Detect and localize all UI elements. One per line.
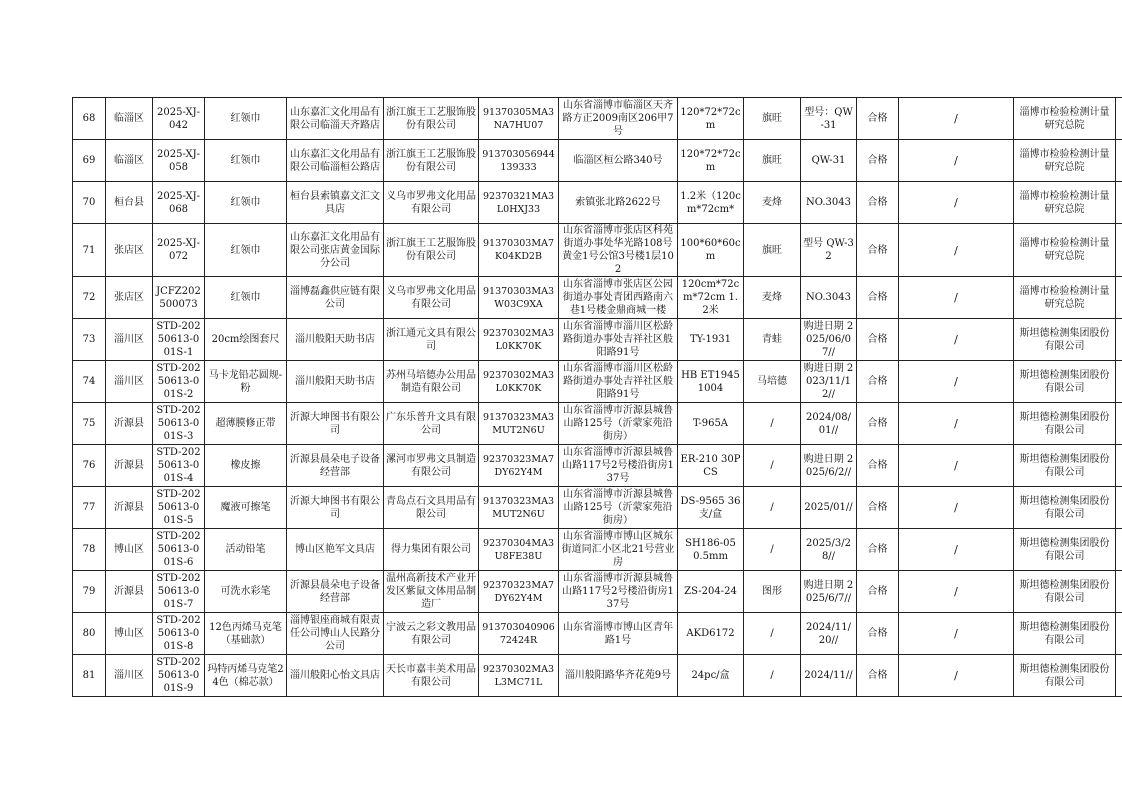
cell-address: 山东省淄博市博山区城东街道同汇小区北21号营业房 xyxy=(559,529,678,571)
cell-sample-no: STD-20250613-001S-4 xyxy=(153,445,205,487)
cell-spec: 24pc/盒 xyxy=(678,655,744,697)
cell-district: 淄川区 xyxy=(106,319,153,361)
cell-batch: 型号 QW-32 xyxy=(801,224,857,277)
cell-no: 80 xyxy=(73,613,106,655)
cell-address: 山东省淄博市临淄区天齐路方正2009南区206甲7号 xyxy=(559,98,678,140)
cell-issue: / xyxy=(899,529,1014,571)
cell-result: 合格 xyxy=(857,361,899,403)
cell-district: 张店区 xyxy=(106,277,153,319)
cell-brand: / xyxy=(744,655,801,697)
cell-product: 橡皮擦 xyxy=(205,445,287,487)
cell-seller: 淄川般阳天助书店 xyxy=(287,361,384,403)
cell-product: 12色丙烯马克笔（基础款） xyxy=(205,613,287,655)
cell-agency: 淄博市检验检测计量研究总院 xyxy=(1014,182,1116,224)
cell-credit-code: 92370321MA3L0HXJ33 xyxy=(479,182,559,224)
cell-product: 可洗水彩笔 xyxy=(205,571,287,613)
cell-sample-no: 2025-XJ-042 xyxy=(153,98,205,140)
cell-manufacturer: 义乌市罗弗文化用品有限公司 xyxy=(384,277,479,319)
cell-spec: HB ET19451004 xyxy=(678,361,744,403)
table-row xyxy=(73,529,1122,571)
cell-credit-code: 92370323MA7DY62Y4M xyxy=(479,571,559,613)
table-row xyxy=(73,445,1122,487)
table-row xyxy=(73,140,1122,182)
cell-sample-no: STD-20250613-001S-7 xyxy=(153,571,205,613)
cell-blank xyxy=(1116,529,1122,571)
cell-product: 红领巾 xyxy=(205,98,287,140)
cell-batch: 购进日期 2025/6/2// xyxy=(801,445,857,487)
cell-brand: 图形 xyxy=(744,571,801,613)
cell-blank xyxy=(1116,361,1122,403)
cell-product: 活动铅笔 xyxy=(205,529,287,571)
cell-blank xyxy=(1116,403,1122,445)
cell-spec: T-965A xyxy=(678,403,744,445)
cell-brand: / xyxy=(744,487,801,529)
cell-seller: 沂源县晨朵电子设备经营部 xyxy=(287,571,384,613)
cell-address: 山东省淄博市沂源县城鲁山路125号（沂蒙家苑沿街房） xyxy=(559,487,678,529)
cell-credit-code: 91370304090672424R xyxy=(479,613,559,655)
cell-sample-no: JCFZ202500073 xyxy=(153,277,205,319)
cell-no: 71 xyxy=(73,224,106,277)
table-row xyxy=(73,182,1122,224)
cell-issue: / xyxy=(899,613,1014,655)
cell-product: 马卡龙铅芯圆规-粉 xyxy=(205,361,287,403)
table-row xyxy=(73,403,1122,445)
cell-spec: 100*60*60cm xyxy=(678,224,744,277)
cell-no: 75 xyxy=(73,403,106,445)
cell-result: 合格 xyxy=(857,277,899,319)
cell-brand: 麦烽 xyxy=(744,277,801,319)
table-row xyxy=(73,361,1122,403)
cell-address: 山东省淄博市张店区科苑街道办事处华光路108号黄金1号公馆3号楼1层102 xyxy=(559,224,678,277)
cell-brand: 青蛙 xyxy=(744,319,801,361)
cell-agency: 斯坦德检测集团股份有限公司 xyxy=(1014,487,1116,529)
cell-brand: 麦烽 xyxy=(744,182,801,224)
cell-seller: 淄川般阳天助书店 xyxy=(287,319,384,361)
cell-manufacturer: 浙江旗王工艺服饰股份有限公司 xyxy=(384,224,479,277)
cell-issue: / xyxy=(899,277,1014,319)
cell-seller: 淄博磊鑫供应链有限公司 xyxy=(287,277,384,319)
cell-blank xyxy=(1116,224,1122,277)
cell-manufacturer: 浙江旗王工艺服饰股份有限公司 xyxy=(384,98,479,140)
cell-manufacturer: 义乌市罗弗文化用品有限公司 xyxy=(384,182,479,224)
cell-spec: TY-1931 xyxy=(678,319,744,361)
cell-address: 临淄区桓公路340号 xyxy=(559,140,678,182)
cell-sample-no: 2025-XJ-068 xyxy=(153,182,205,224)
cell-sample-no: STD-20250613-001S-2 xyxy=(153,361,205,403)
cell-no: 68 xyxy=(73,98,106,140)
cell-blank xyxy=(1116,319,1122,361)
cell-sample-no: STD-20250613-001S-3 xyxy=(153,403,205,445)
cell-spec: 120cm*72cm*72cm 1.2米 xyxy=(678,277,744,319)
cell-issue: / xyxy=(899,361,1014,403)
cell-no: 78 xyxy=(73,529,106,571)
cell-product: 红领巾 xyxy=(205,277,287,319)
cell-no: 76 xyxy=(73,445,106,487)
cell-sample-no: STD-20250613-001S-1 xyxy=(153,319,205,361)
cell-no: 73 xyxy=(73,319,106,361)
cell-credit-code: 91370323MA3MUT2N6U xyxy=(479,487,559,529)
cell-manufacturer: 宁波云之彩文教用品有限公司 xyxy=(384,613,479,655)
table-row xyxy=(73,655,1122,697)
cell-sample-no: 2025-XJ-058 xyxy=(153,140,205,182)
cell-manufacturer: 浙江旗王工艺服饰股份有限公司 xyxy=(384,140,479,182)
cell-credit-code: 91370303MA7K04KD2B xyxy=(479,224,559,277)
cell-result: 合格 xyxy=(857,224,899,277)
cell-district: 博山区 xyxy=(106,529,153,571)
cell-agency: 斯坦德检测集团股份有限公司 xyxy=(1014,529,1116,571)
cell-address: 索镇张北路2622号 xyxy=(559,182,678,224)
table-row xyxy=(73,571,1122,613)
cell-manufacturer: 漯河市罗弗文具制造有限公司 xyxy=(384,445,479,487)
cell-sample-no: STD-20250613-001S-9 xyxy=(153,655,205,697)
cell-sample-no: STD-20250613-001S-8 xyxy=(153,613,205,655)
table-row xyxy=(73,319,1122,361)
cell-sample-no: 2025-XJ-072 xyxy=(153,224,205,277)
cell-sample-no: STD-20250613-001S-6 xyxy=(153,529,205,571)
cell-district: 博山区 xyxy=(106,613,153,655)
cell-brand: 旗旺 xyxy=(744,224,801,277)
cell-manufacturer: 广东乐普升文具有限公司 xyxy=(384,403,479,445)
cell-batch: NO.3043 xyxy=(801,182,857,224)
cell-batch: 购进日期 2025/06/07// xyxy=(801,319,857,361)
cell-agency: 斯坦德检测集团股份有限公司 xyxy=(1014,403,1116,445)
cell-result: 合格 xyxy=(857,403,899,445)
cell-credit-code: 92370302MA3L0KK70K xyxy=(479,319,559,361)
cell-issue: / xyxy=(899,445,1014,487)
cell-no: 79 xyxy=(73,571,106,613)
table-row xyxy=(73,224,1122,277)
cell-agency: 斯坦德检测集团股份有限公司 xyxy=(1014,361,1116,403)
cell-manufacturer: 温州高新技术产业开发区紫鼠文体用品制造厂 xyxy=(384,571,479,613)
cell-agency: 斯坦德检测集团股份有限公司 xyxy=(1014,613,1116,655)
cell-spec: 120*72*72cm xyxy=(678,140,744,182)
cell-sample-no: STD-20250613-001S-5 xyxy=(153,487,205,529)
cell-manufacturer: 天长市嘉丰美术用品有限公司 xyxy=(384,655,479,697)
cell-agency: 淄博市检验检测计量研究总院 xyxy=(1014,98,1116,140)
cell-brand: / xyxy=(744,613,801,655)
cell-district: 淄川区 xyxy=(106,655,153,697)
cell-brand: / xyxy=(744,403,801,445)
cell-spec: ER-210 30PCS xyxy=(678,445,744,487)
cell-batch: QW-31 xyxy=(801,140,857,182)
table-body xyxy=(73,98,1122,697)
cell-issue: / xyxy=(899,655,1014,697)
cell-credit-code: 92370323MA7DY62Y4M xyxy=(479,445,559,487)
cell-brand: 马培德 xyxy=(744,361,801,403)
cell-address: 山东省淄博市博山区青年路1号 xyxy=(559,613,678,655)
cell-credit-code: 91370305MA3NA7HU07 xyxy=(479,98,559,140)
cell-agency: 斯坦德检测集团股份有限公司 xyxy=(1014,445,1116,487)
inspection-results-table xyxy=(72,97,1122,697)
cell-blank xyxy=(1116,487,1122,529)
cell-spec: AKD6172 xyxy=(678,613,744,655)
cell-spec: ZS-204-24 xyxy=(678,571,744,613)
cell-spec: 120*72*72cm xyxy=(678,98,744,140)
table-row xyxy=(73,277,1122,319)
cell-address: 山东省淄博市淄川区松龄路街道办事处吉祥社区般阳路91号 xyxy=(559,319,678,361)
cell-address: 淄川般阳路华齐花苑9号 xyxy=(559,655,678,697)
cell-seller: 山东嘉汇文化用品有限公司临淄桓公路店 xyxy=(287,140,384,182)
cell-address: 山东省淄博市张店区公园街道办事处青团西路南六巷1号楼金鼎商城一楼 xyxy=(559,277,678,319)
cell-credit-code: 91370323MA3MUT2N6U xyxy=(479,403,559,445)
cell-district: 淄川区 xyxy=(106,361,153,403)
cell-batch: 2025/3/28// xyxy=(801,529,857,571)
cell-credit-code: 91370303MA3W03C9XA xyxy=(479,277,559,319)
cell-seller: 沂源大坤图书有限公司 xyxy=(287,487,384,529)
cell-agency: 淄博市检验检测计量研究总院 xyxy=(1014,140,1116,182)
cell-no: 77 xyxy=(73,487,106,529)
cell-address: 山东省淄博市淄川区松龄路街道办事处吉祥社区般阳路91号 xyxy=(559,361,678,403)
cell-batch: 2024/11// xyxy=(801,655,857,697)
cell-issue: / xyxy=(899,319,1014,361)
cell-seller: 沂源大坤图书有限公司 xyxy=(287,403,384,445)
cell-product: 玛特丙烯马克笔24色（棉芯款） xyxy=(205,655,287,697)
cell-district: 临淄区 xyxy=(106,140,153,182)
cell-address: 山东省淄博市沂源县城鲁山路117号2号楼沿街房137号 xyxy=(559,571,678,613)
cell-district: 沂源县 xyxy=(106,445,153,487)
cell-result: 合格 xyxy=(857,445,899,487)
cell-seller: 山东嘉汇文化用品有限公司临淄天齐路店 xyxy=(287,98,384,140)
cell-district: 沂源县 xyxy=(106,487,153,529)
cell-agency: 淄博市检验检测计量研究总院 xyxy=(1014,277,1116,319)
cell-issue: / xyxy=(899,403,1014,445)
cell-batch: 2025/01// xyxy=(801,487,857,529)
cell-product: 魔液可擦笔 xyxy=(205,487,287,529)
cell-seller: 淄川般阳心怡文具店 xyxy=(287,655,384,697)
cell-batch: 型号：QW-31 xyxy=(801,98,857,140)
cell-no: 72 xyxy=(73,277,106,319)
cell-batch: 2024/08/01// xyxy=(801,403,857,445)
cell-result: 合格 xyxy=(857,319,899,361)
cell-manufacturer: 青岛点石文具用品有限公司 xyxy=(384,487,479,529)
cell-result: 合格 xyxy=(857,98,899,140)
cell-result: 合格 xyxy=(857,140,899,182)
cell-result: 合格 xyxy=(857,529,899,571)
cell-district: 临淄区 xyxy=(106,98,153,140)
table-row xyxy=(73,487,1122,529)
cell-blank xyxy=(1116,98,1122,140)
cell-product: 红领巾 xyxy=(205,140,287,182)
cell-no: 69 xyxy=(73,140,106,182)
cell-brand: / xyxy=(744,529,801,571)
cell-address: 山东省淄博市沂源县城鲁山路125号（沂蒙家苑沿街房） xyxy=(559,403,678,445)
cell-blank xyxy=(1116,613,1122,655)
cell-batch: NO.3043 xyxy=(801,277,857,319)
cell-result: 合格 xyxy=(857,571,899,613)
cell-blank xyxy=(1116,445,1122,487)
cell-result: 合格 xyxy=(857,487,899,529)
cell-product: 红领巾 xyxy=(205,224,287,277)
cell-spec: SH186-05 0.5mm xyxy=(678,529,744,571)
cell-result: 合格 xyxy=(857,655,899,697)
cell-issue: / xyxy=(899,487,1014,529)
cell-manufacturer: 苏州马培德办公用品制造有限公司 xyxy=(384,361,479,403)
cell-seller: 桓台县索镇嘉文汇文具店 xyxy=(287,182,384,224)
cell-manufacturer: 得力集团有限公司 xyxy=(384,529,479,571)
table-row xyxy=(73,98,1122,140)
table-row xyxy=(73,613,1122,655)
cell-issue: / xyxy=(899,98,1014,140)
cell-blank xyxy=(1116,140,1122,182)
cell-issue: / xyxy=(899,182,1014,224)
cell-result: 合格 xyxy=(857,613,899,655)
cell-seller: 沂源县晨朵电子设备经营部 xyxy=(287,445,384,487)
cell-blank xyxy=(1116,655,1122,697)
cell-brand: / xyxy=(744,445,801,487)
cell-product: 红领巾 xyxy=(205,182,287,224)
cell-agency: 淄博市检验检测计量研究总院 xyxy=(1014,224,1116,277)
cell-seller: 山东嘉汇文化用品有限公司张店黄金国际分公司 xyxy=(287,224,384,277)
cell-district: 沂源县 xyxy=(106,403,153,445)
cell-issue: / xyxy=(899,140,1014,182)
cell-seller: 博山区艳军文具店 xyxy=(287,529,384,571)
cell-credit-code: 913703056944139333 xyxy=(479,140,559,182)
cell-credit-code: 92370302MA3L0KK70K xyxy=(479,361,559,403)
cell-issue: / xyxy=(899,224,1014,277)
cell-seller: 淄博银座商城有限责任公司博山人民路分公司 xyxy=(287,613,384,655)
cell-brand: 旗旺 xyxy=(744,140,801,182)
cell-no: 81 xyxy=(73,655,106,697)
cell-district: 沂源县 xyxy=(106,571,153,613)
cell-product: 超薄膜修正带 xyxy=(205,403,287,445)
cell-blank xyxy=(1116,571,1122,613)
cell-credit-code: 92370302MA3L3MC71L xyxy=(479,655,559,697)
cell-agency: 斯坦德检测集团股份有限公司 xyxy=(1014,655,1116,697)
cell-agency: 斯坦德检测集团股份有限公司 xyxy=(1014,319,1116,361)
cell-district: 桓台县 xyxy=(106,182,153,224)
cell-blank xyxy=(1116,277,1122,319)
cell-district: 张店区 xyxy=(106,224,153,277)
cell-spec: 1.2米（120cm*72cm* xyxy=(678,182,744,224)
cell-product: 20cm绘图套尺 xyxy=(205,319,287,361)
cell-address: 山东省淄博市沂源县城鲁山路117号2号楼沿街房137号 xyxy=(559,445,678,487)
cell-batch: 购进日期 2023/11/12// xyxy=(801,361,857,403)
cell-blank xyxy=(1116,182,1122,224)
cell-no: 74 xyxy=(73,361,106,403)
cell-batch: 2024/11/20// xyxy=(801,613,857,655)
cell-brand: 旗旺 xyxy=(744,98,801,140)
cell-manufacturer: 浙江通元文具有限公司 xyxy=(384,319,479,361)
cell-no: 70 xyxy=(73,182,106,224)
cell-agency: 斯坦德检测集团股份有限公司 xyxy=(1014,571,1116,613)
cell-spec: DS-9565 36支/盒 xyxy=(678,487,744,529)
cell-issue: / xyxy=(899,571,1014,613)
cell-batch: 购进日期 2025/6/7// xyxy=(801,571,857,613)
cell-result: 合格 xyxy=(857,182,899,224)
cell-credit-code: 92370304MA3U8FE38U xyxy=(479,529,559,571)
